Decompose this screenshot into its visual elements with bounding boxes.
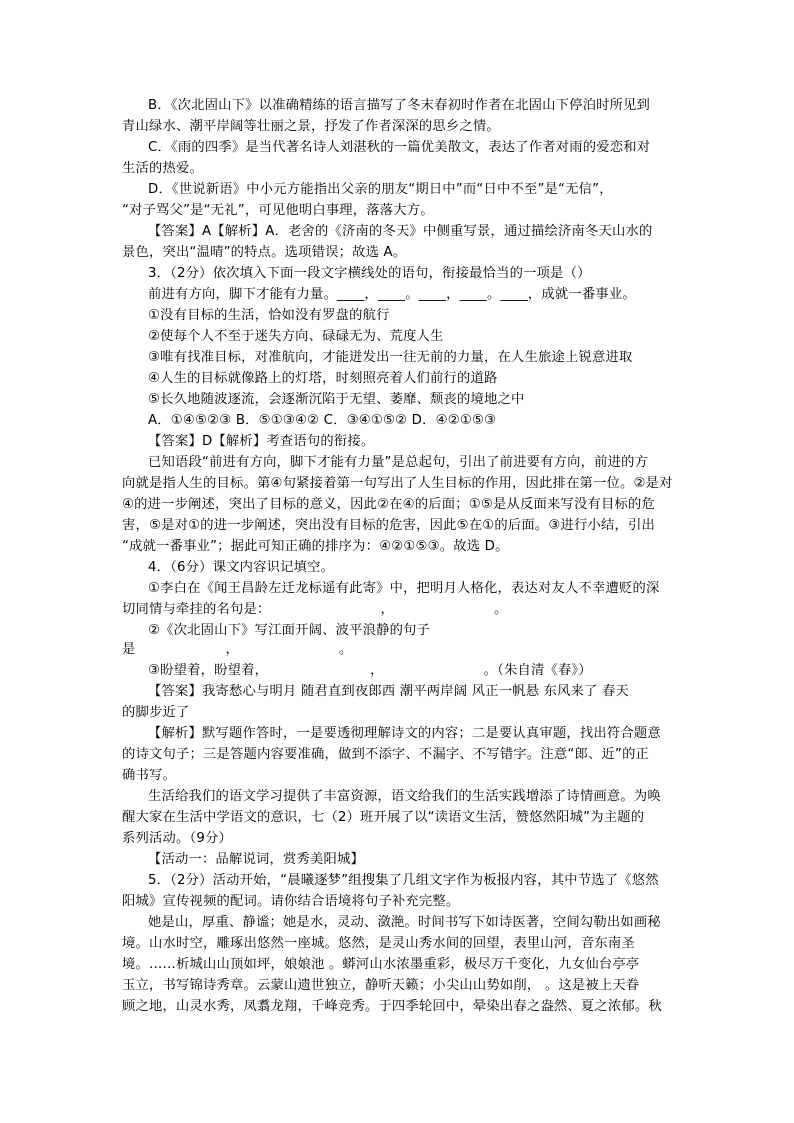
text-line: 阳城》宣传视频的配词。请你结合语境将句子补充完整。 bbox=[122, 894, 460, 909]
text-line: 生活给我们的语文学习提供了丰富资源，语文给我们的生活实践增添了诗情画意。为唤 bbox=[148, 789, 661, 804]
fill-blank[interactable] bbox=[384, 664, 484, 674]
option-line: ⑤长久地随波逐流，会逐渐沉陷于无望、萎靡、颓丧的境地之中 bbox=[148, 392, 525, 407]
text-segment: 。 bbox=[339, 642, 353, 657]
text-segment: ， bbox=[380, 602, 394, 617]
fill-blank[interactable] bbox=[394, 603, 494, 613]
text-segment: 。（朱自清《春》） bbox=[483, 663, 592, 678]
text-line: 她是山，厚重、静谧；她是水，灵动、潋滟。时间书写下如诗医著，空间勾勒出如画秘 bbox=[148, 915, 661, 930]
answer-line: 【答案】D【解析】考查语句的衔接。 bbox=[148, 434, 375, 449]
text-line: 醒大家在生活中学语文的意识，七（2）班开展了以“读语文生活，赞悠然阳城”为主题的 bbox=[122, 810, 645, 825]
text-line: ①李白在《闻王昌龄左迁龙标遥有此寄》中，把明月人格化，表达对友人不幸遭贬的深 bbox=[148, 581, 660, 596]
text-segment: ， bbox=[370, 663, 384, 678]
text-line: “对子骂父”是“无礼”，可见他明白事理，落落大方。 bbox=[122, 203, 434, 218]
fill-line bbox=[122, 640, 353, 660]
question-title: 3．（2分）依次填入下面一段文字横线处的语句，衔接最恰当的一项是（） bbox=[148, 266, 591, 281]
text-line: 境。……析城山山顶如坪，娘娘池 。蟒河山水浓墨重彩，极尽万千变化，九女仙台亭亭 bbox=[122, 957, 640, 972]
fill-blank[interactable] bbox=[136, 643, 226, 653]
text-segment: ③盼望着，盼望着， bbox=[148, 663, 269, 678]
text-segment: ， bbox=[225, 642, 239, 657]
fill-blank[interactable] bbox=[239, 643, 339, 653]
analysis-line: 【解析】默写题作答时，一是要透彻理解诗文的内容；二是要认真审题，找出符合题意 bbox=[148, 726, 661, 741]
option-line: ②使每个人不至于迷失方向、碌碌无为、荒度人生 bbox=[148, 329, 444, 344]
text-line: 境。山水时空，雕琢出悠然一座城。悠然，是灵山秀水间的回望，表里山河，音东南圣 bbox=[122, 936, 635, 951]
text-line: 青山绿水、潮平岸阔等壮丽之景，抒发了作者深深的思乡之情。 bbox=[122, 119, 500, 134]
question-title: 5．（2分）活动开始，“晨曦逐梦”组搜集了几组文字作为板报内容，其中节选了《悠然 bbox=[148, 873, 659, 888]
text-line: C．《雨的四季》是当代著名诗人刘湛秋的一篇优美散文，表达了作者对雨的爱恋和对 bbox=[148, 140, 651, 155]
choice-line: A．①④⑤②③ B．⑤①③④② C．③④①⑤② D．④②①⑤③ bbox=[148, 413, 497, 428]
text-line: B．《次北固山下》以准确精练的语言描写了冬末春初时作者在北固山下停泊时所见到 bbox=[148, 98, 651, 113]
text-line: D．《世说新语》中小元方能指出父亲的朋友“期日中”而“日中不至”是“无信”， bbox=[148, 182, 613, 197]
text-line: 已知语段“前进有方向，脚下才能有力量”是总起句，引出了前进要有方向，前进的方 bbox=[148, 455, 649, 470]
text-segment: 是 bbox=[122, 642, 136, 657]
text-line: ②《次北固山下》写江面开阔、波平浪静的句子 bbox=[148, 623, 431, 638]
fill-line bbox=[148, 661, 592, 681]
answer-line: 【答案】A【解析】A．老舍的《济南的冬天》中侧重写景，通过描绘济南冬天山水的 bbox=[148, 224, 653, 239]
text-line: 前进有方向，脚下才能有力量。____，____。____，____。____，成就一番事业。 bbox=[148, 287, 636, 302]
text-line: 顾之地，山灵水秀，凤翥龙翔，千峰竞秀。于四季轮回中，晕染出春之盎然、夏之浓郁。秋 bbox=[122, 999, 662, 1014]
text-line: 确书写。 bbox=[122, 768, 176, 783]
text-line: 向就是指人生的目标。第④句紧接着第一句写出了人生目标的作用，因此排在第一位。②是对 bbox=[122, 476, 673, 491]
activity-heading: 【活动一：品解说词，赏秀美阳城】 bbox=[148, 852, 364, 867]
answer-line: 【答案】我寄愁心与明月 随君直到夜郎西 潮平两岸阔 风正一帆悬 东风来了 春天 bbox=[148, 684, 630, 699]
text-line: 的脚步近了 bbox=[122, 705, 190, 720]
option-line: ④人生的目标就像路上的灯塔，时刻照亮着人们前行的道路 bbox=[148, 371, 498, 386]
text-line: “成就一番事业”；据此可知正确的排序为：④②①⑤③。故选 D。 bbox=[122, 539, 509, 554]
text-line: 的诗文句子；三是答题内容要准确，做到不添字、不漏字、不写错字。注意“郎、近”的正 bbox=[122, 747, 650, 762]
text-line: 害，⑤是对①的进一步阐述，突出没有目标的危害，因此⑤在①的后面。③进行小结，引出 bbox=[122, 518, 655, 533]
text-segment: 切同情与牵挂的名句是： bbox=[122, 602, 271, 617]
option-line: ①没有目标的生活，恰如没有罗盘的航行 bbox=[148, 308, 390, 323]
text-segment: 。 bbox=[493, 602, 508, 617]
option-line: ③唯有找准目标，对准航向，才能迸发出一往无前的力量，在人生旅途上锐意进取 bbox=[148, 350, 633, 365]
text-line: 生活的热爱。 bbox=[122, 161, 203, 176]
fill-blank[interactable] bbox=[270, 603, 380, 613]
text-line: 景色，突出“温晴”的特点。选项错误；故选 A。 bbox=[122, 245, 407, 260]
question-title: 4．（6分）课文内容识记填空。 bbox=[148, 560, 335, 575]
fill-blank[interactable] bbox=[268, 664, 370, 674]
text-line: 玉立，书写锦诗秀章。云蒙山遗世独立，静听天籁；小尖山山势如削， 。这是被上天眷 bbox=[122, 978, 640, 993]
text-line: 系列活动。（9分） bbox=[122, 831, 232, 846]
fill-line bbox=[122, 600, 507, 620]
text-line: ④的进一步阐述，突出了目标的意义，因此②在④的后面；①⑤是从反面来写没有目标的危 bbox=[122, 497, 655, 512]
